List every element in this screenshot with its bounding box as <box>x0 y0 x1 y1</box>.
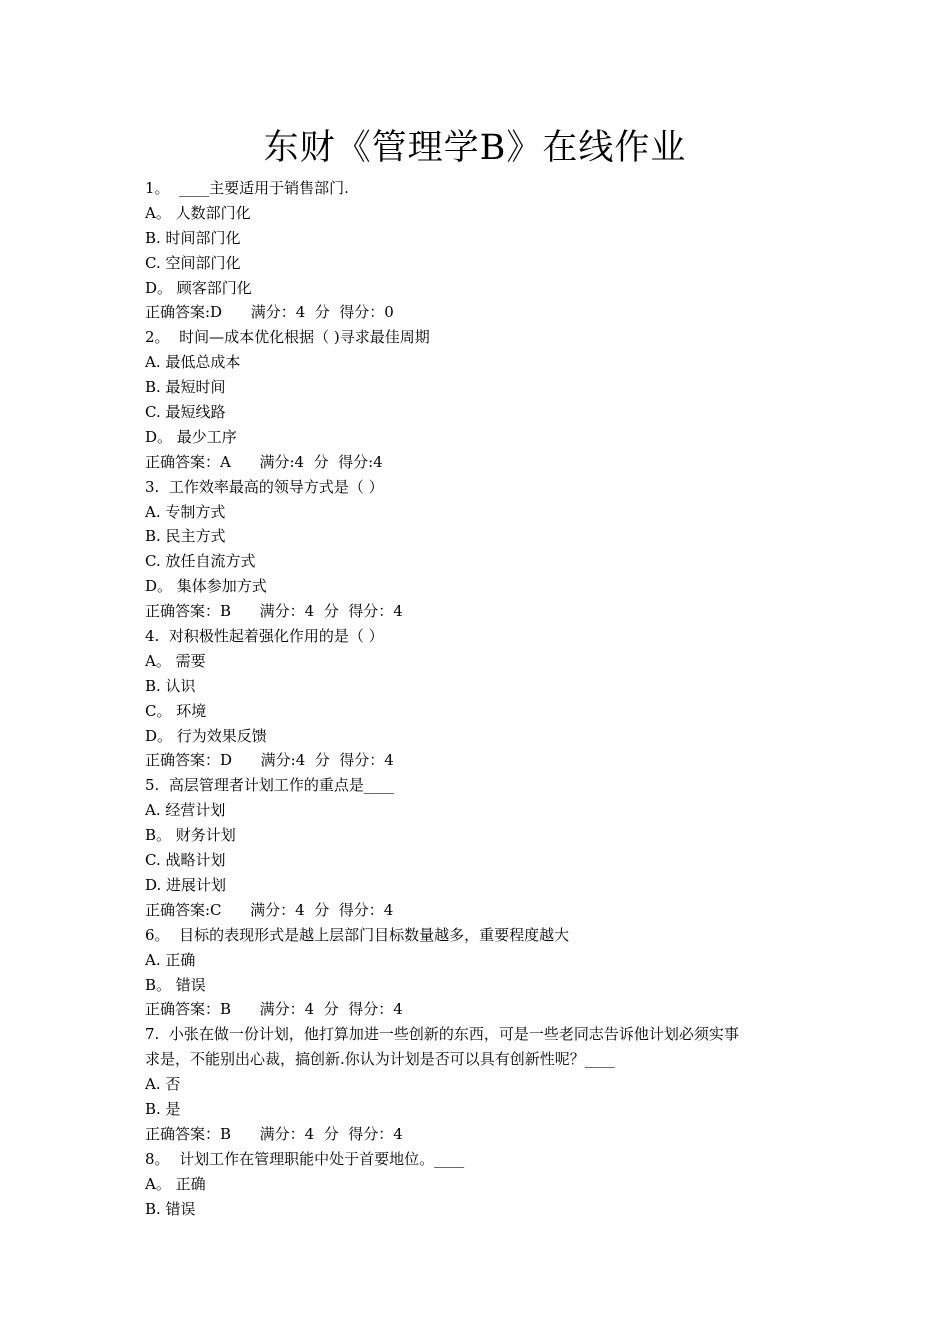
text-line: C. 战略计划 <box>145 851 226 870</box>
text-line: A. 经营计划 <box>145 801 226 820</box>
text-line: B. 是 <box>145 1099 181 1118</box>
text-line: 求是，不能别出心裁，搞创新.你认为计划是否可以具有创新性呢？____ <box>145 1050 615 1069</box>
text-line: A. 正确 <box>145 950 196 969</box>
text-line: 5. 高层管理者计划工作的重点是____ <box>145 776 394 795</box>
text-line: D。 行为效果反馈 <box>145 726 267 745</box>
text-line: D. 进展计划 <box>145 875 227 894</box>
text-line: D。 顾客部门化 <box>145 278 252 297</box>
text-line: 1。 ____主要适用于销售部门. <box>145 179 349 197</box>
text-line: A. 最低总成本 <box>145 353 241 372</box>
text-line: 6。 目标的表现形式是越上层部门目标数量越多，重要程度越大 <box>145 925 570 944</box>
text-line: C. 最短线路 <box>145 403 226 422</box>
text-line: B. 错误 <box>145 1199 196 1218</box>
text-line: 正确答案：B 满分：4 分 得分：4 <box>145 602 403 621</box>
text-line: A. 专制方式 <box>145 502 226 521</box>
text-line: 8。 计划工作在管理职能中处于首要地位。____ <box>145 1149 465 1168</box>
text-line: B。 错误 <box>145 975 206 994</box>
text-line: D。 最少工序 <box>145 427 237 446</box>
document-body <box>145 176 825 1221</box>
text-line: B。 财务计划 <box>145 826 236 845</box>
text-line: 正确答案：D 满分:4 分 得分：4 <box>145 751 394 770</box>
text-line: C. 空间部门化 <box>145 253 241 272</box>
text-line: 7. 小张在做一份计划，他打算加进一些创新的东西，可是一些老同志告诉他计划必须实事 <box>145 1025 739 1044</box>
text-line: 正确答案:C 满分：4 分 得分：4 <box>145 900 394 919</box>
text-line: 正确答案：B 满分：4 分 得分：4 <box>145 1000 403 1019</box>
text-line: 3. 工作效率最高的领导方式是（ ） <box>145 477 384 496</box>
text-line: 4. 对积极性起着强化作用的是（ ） <box>145 627 384 646</box>
text-line: B. 最短时间 <box>145 378 226 397</box>
text-line: A. 否 <box>145 1075 181 1094</box>
text-line: 2。 时间—成本优化根据（ )寻求最佳周期 <box>145 328 430 347</box>
text-line: 正确答案：B 满分：4 分 得分：4 <box>145 1124 403 1143</box>
text-line: C. 放任自流方式 <box>145 552 256 571</box>
text-line: A。 正确 <box>145 1174 206 1193</box>
text-line: A。 人数部门化 <box>145 203 251 222</box>
text-line: B. 认识 <box>145 676 196 695</box>
text-line: A。 需要 <box>145 651 206 670</box>
text-line: 正确答案：A 满分:4 分 得分:4 <box>145 452 383 471</box>
text-line: 正确答案:D 满分：4 分 得分：0 <box>145 303 394 322</box>
text-line: C。 环境 <box>145 701 207 720</box>
document-title: 东财《管理学B》在线作业 <box>263 128 687 168</box>
text-line: D。 集体参加方式 <box>145 577 267 596</box>
text-line: B. 时间部门化 <box>145 228 241 247</box>
text-line: B. 民主方式 <box>145 527 226 546</box>
